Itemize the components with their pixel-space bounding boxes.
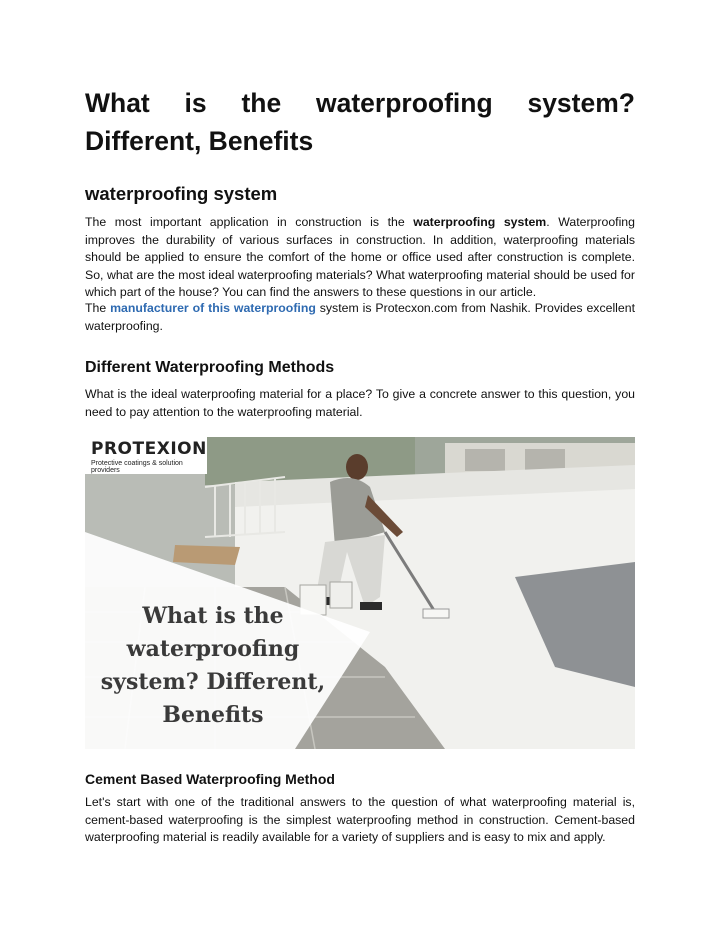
logo-wordmark: PROTEXION xyxy=(91,439,207,459)
article-image xyxy=(85,437,635,749)
page-title-line-2: Different, Benefits xyxy=(85,126,314,156)
intro-text-start: The most important application in construction is the xyxy=(85,215,414,229)
manufacturer-text-rest: system is Protecxon.com from Nashik. Provides excellent waterproofing. xyxy=(85,301,636,333)
intro-text-rest: . Waterproofing improves the durability of various surfaces in construction. In addition, waterproofing materials should be applied to ensure the comfort of the home or office used after construction is complete. So, what are the most ideal waterproofing materials? What waterproofing material should be used for which part of the house? You can find the answers to these questions in our article. xyxy=(85,215,635,300)
section-heading-different-methods: Different Waterproofing Methods xyxy=(85,359,335,376)
section-heading-cement-based: Cement Based Waterproofing Method xyxy=(85,771,335,787)
protexion-logo xyxy=(85,437,207,474)
section-heading-waterproofing-system: waterproofing system xyxy=(85,183,278,204)
image-overlay-title: What is the waterproofing system? Different, Benefits xyxy=(100,603,326,728)
manufacturer-text-start: The xyxy=(85,301,111,315)
cement-paragraph: Let's start with one of the traditional answers to the question of what waterproofing material is, cement-based waterproofing is the simplest waterproofing method in construction. Cement-based waterproofing material is readily available for a variety of suppliers and is easy to mix and apply. xyxy=(85,795,635,845)
methods-paragraph: What is the ideal waterproofing material for a place? To give a concrete answer to this question, you need to pay attention to the waterproofing material. xyxy=(85,387,635,419)
logo-tagline: Protective coatings & solution providers xyxy=(91,460,183,474)
intro-paragraph xyxy=(85,214,635,302)
intro-bold-term: waterproofing system xyxy=(413,215,547,229)
page-title-line-1: What is the waterproofing system? xyxy=(85,88,635,118)
manufacturer-link[interactable]: manufacturer of this waterproofing xyxy=(110,301,316,315)
page-title xyxy=(85,84,635,160)
manufacturer-paragraph xyxy=(85,300,635,335)
